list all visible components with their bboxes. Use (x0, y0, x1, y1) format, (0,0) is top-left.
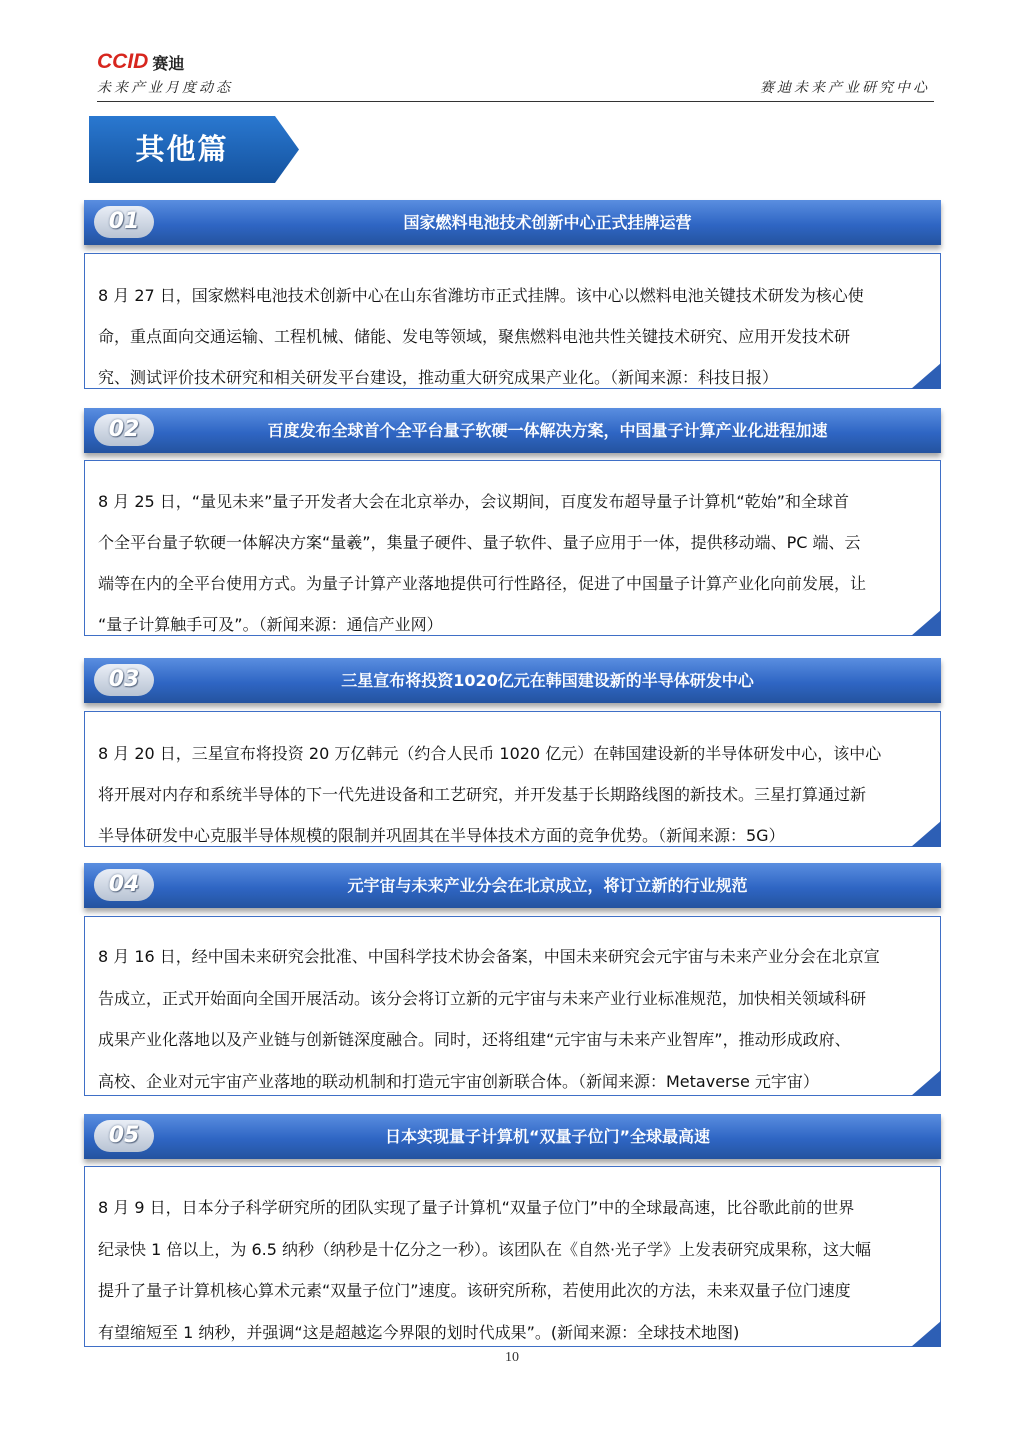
news-line: 8 月 9 日，日本分子科学研究所的团队实现了量子计算机“双量子位门”中的全球最高速，比谷歌此前的世界 (98, 1198, 855, 1217)
news-body (84, 253, 941, 389)
news-body (84, 711, 941, 847)
news-header (84, 408, 941, 453)
news-body (84, 460, 941, 636)
corner-triangle (911, 821, 941, 847)
news-number-badge: 03 (94, 664, 154, 696)
header-right-title: 赛迪未来产业研究中心 (760, 80, 930, 96)
news-header (84, 1114, 941, 1159)
news-line: 8 月 20 日，三星宣布将投资 20 万亿韩元（约合人民币 1020 亿元）在韩国建设新的半导体研发中心，该中心 (98, 744, 882, 763)
news-text (98, 275, 929, 398)
news-body (84, 1166, 941, 1347)
news-line: 半导体研发中心克服半导体规模的限制并巩固其在半导体技术方面的竞争优势。（新闻来源：5G） (98, 826, 785, 845)
page-header (97, 44, 934, 102)
ccid-logo (97, 50, 184, 74)
news-line: 将开展对内存和系统半导体的下一代先进设备和工艺研究，并开发基于长期路线图的新技术。三星打算通过新 (98, 785, 867, 804)
news-line: 8 月 16 日，经中国未来研究会批准、中国科学技术协会备案，中国未来研究会元宇宙与未来产业分会在北京宣 (98, 947, 880, 966)
news-line: “量子计算触手可及”。（新闻来源：通信产业网） (98, 615, 443, 634)
news-number-badge: 01 (94, 206, 154, 238)
news-line: 个全平台量子软硬一体解决方案“量羲”，集量子硬件、量子软件、量子应用于一体，提供移动端、PC 端、云 (98, 533, 861, 552)
news-header (84, 658, 941, 703)
news-line: 8 月 27 日，国家燃料电池技术创新中心在山东省潍坊市正式挂牌。该中心以燃料电池关键技术研发为核心使 (98, 286, 864, 305)
header-left-title: 未来产业月度动态 (97, 80, 233, 96)
news-text (98, 936, 929, 1102)
corner-triangle (911, 610, 941, 636)
news-line: 高校、企业对元宇宙产业落地的联动机制和打造元宇宙创新联合体。（新闻来源：Metaverse 元宇宙） (98, 1071, 819, 1091)
news-line: 8 月 25 日，“量见未来”量子开发者大会在北京举办，会议期间，百度发布超导量子计算机“乾始”和全球首 (98, 492, 849, 511)
news-header (84, 200, 941, 245)
corner-triangle (911, 1321, 941, 1347)
news-number-badge: 05 (94, 1120, 154, 1152)
news-title: 三星宣布将投资1020亿元在韩国建设新的半导体研发中心 (341, 671, 754, 690)
section-title: 其他篇 (135, 132, 229, 166)
news-number-badge: 02 (94, 414, 154, 446)
news-text (98, 733, 929, 856)
news-line: 成果产业化落地以及产业链与创新链深度融合。同时，还将组建“元宇宙与未来产业智库”，推动形成政府、 (98, 1030, 851, 1049)
news-body (84, 916, 941, 1096)
news-title: 国家燃料电池技术创新中心正式挂牌运营 (403, 213, 692, 232)
news-line: 究、测试评价技术研究和相关研发平台建设，推动重大研究成果产业化。（新闻来源：科技日报） (98, 368, 779, 387)
news-line: 端等在内的全平台使用方式。为量子计算产业落地提供可行性路径，促进了中国量子计算产业化向前发展，让 (98, 574, 867, 593)
logo-brand: CCID (97, 50, 149, 73)
corner-triangle (911, 363, 941, 389)
news-title: 元宇宙与未来产业分会在北京成立，将订立新的行业规范 (347, 876, 748, 895)
news-number-badge: 04 (94, 869, 154, 901)
section-banner (89, 116, 299, 183)
news-title: 百度发布全球首个全平台量子软硬一体解决方案，中国量子计算产业化进程加速 (267, 421, 828, 440)
news-text (98, 481, 929, 645)
news-title: 日本实现量子计算机“双量子位门”全球最高速 (384, 1127, 711, 1146)
page-number: 10 (505, 1350, 519, 1365)
news-header (84, 863, 941, 908)
news-line: 命，重点面向交通运输、工程机械、储能、发电等领域，聚焦燃料电池共性关键技术研究、应用开发技术研 (98, 327, 851, 346)
corner-triangle (911, 1070, 941, 1096)
news-line: 提升了量子计算机核心算术元素“双量子位门”速度。该研究所称，若使用此次的方法，未来双量子位门速度 (98, 1281, 851, 1300)
news-line: 纪录快 1 倍以上，为 6.5 纳秒（纳秒是十亿分之一秒）。该团队在《自然·光子学》上发表研究成果称，这大幅 (98, 1239, 872, 1259)
logo-cn: 赛迪 (152, 53, 185, 73)
news-line: 有望缩短至 1 纳秒，并强调“这是超越迄今界限的划时代成果”。(新闻来源：全球技术地图) (98, 1322, 740, 1342)
news-text (98, 1187, 929, 1353)
news-line: 告成立，正式开始面向全国开展活动。该分会将订立新的元宇宙与未来产业行业标准规范，加快相关领域科研 (98, 988, 867, 1008)
